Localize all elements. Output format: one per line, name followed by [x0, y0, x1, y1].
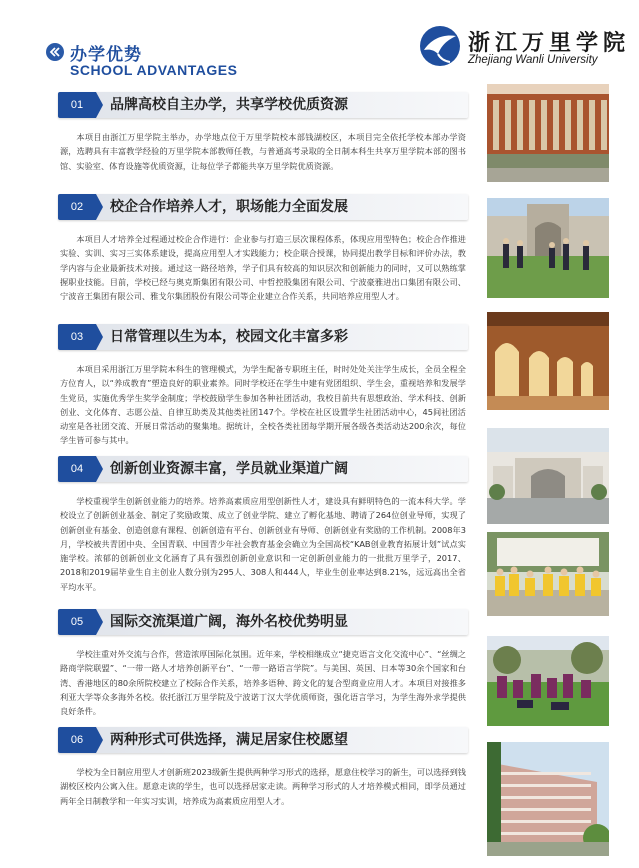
section-03	[58, 324, 468, 456]
arched-corridor-photo	[487, 312, 609, 410]
section-05	[58, 609, 468, 727]
crane-logo-icon	[418, 24, 462, 68]
dormitory-building-photo	[487, 742, 609, 856]
section-number: 06	[58, 727, 96, 753]
university-name-cn: 浙江万里学院	[468, 30, 631, 56]
graduates-on-lawn-photo	[487, 636, 609, 726]
section-body: 本项目由浙江万里学院主举办，办学地点位于万里学院校本部钱湖校区，本项目完全依托学校本部办学资源，选聘具有丰富教学经验的万里学院本部教师任教，与普通高考录取的全日制本科生共享万里学院本部的图书馆、实验室、体育设施等优质资源，让每位学子都能共享万里学院优质资源。	[60, 132, 466, 171]
section-title: 国际交流渠道广阔，海外名校优势明显	[110, 614, 348, 630]
section-title: 校企合作培养人才，职场能力全面发展	[110, 199, 348, 215]
section-title: 两种形式可供选择，满足居家住校愿望	[110, 732, 348, 748]
section-01	[58, 92, 468, 194]
section-number: 05	[58, 609, 96, 635]
section-06	[58, 727, 468, 817]
page-header	[0, 0, 639, 82]
section-header	[58, 194, 468, 222]
section-body: 学校为全日制应用型人才创新班2023级新生提供两种学习形式的选择，愿意住校学习的新生，可以选择到钱湖校区校内公寓入住。愿意走读的学生，也可以选择居家走读。两种学习形式的人才培养模式相同，即学员通过两年全日制教学和一年实习实训，培养成为高素质应用型人才。	[60, 767, 466, 806]
section-title: 创新创业资源丰富，学员就业渠道广阔	[110, 461, 348, 477]
section-number: 04	[58, 456, 96, 482]
advantages-list	[58, 92, 468, 817]
section-body: 学校注重对外交流与合作，营造浓厚国际化氛围。近年来，学校相继成立“捷克语言文化交流中心”、“丝绸之路商学院联盟”、“一带一路人才培养创新平台”、“一带一路语言学院”。与美国、英国、日本等30余个国家和台湾、香港地区的80余所院校建立了校际合作关系，培养多语种、跨文化的复合型商业应用人才。本项目对接推多利亚大学等众多海外名校。依托浙江万里学院及宁波诺丁汉大学优质师资，强化语言学习，为学生海外求学提供良好条件。	[60, 649, 466, 717]
section-body: 本项目采用浙江万里学院本科生的管理模式，为学生配备专职班主任，时时处处关注学生成长，全员全程全方位育人，以“养成教育”塑造良好的职业素养。同时学校还在学生中建有党团组织、学生会，重视培养和发展学生党员，实施优秀学生奖学金制度；学校鼓励学生参加各种社团活动，我校目前共有思想政治、学术科技、创新创业、文化体育、志愿公益、自律互助类及其他类社团147个。学校在社区设置学生社团活动中心，45间社团活动室是各社团交流、开展日常活动的聚集地。据统计，全校各类社团每学期开展各级各类活动达200余次，每位学生皆可参与其中。	[60, 364, 466, 446]
section-header	[58, 727, 468, 755]
section-body: 本项目人才培养全过程通过校企合作进行：企业参与打造三层次课程体系，体现应用型特色；校企合作推进实验、实训、实习三实体系建设，提高应用型人才实践能力；校企联合授课，协同提出教学目标和评价办法，教学内容与企业最新技术对接。通过这一路径培养，学子们具有较高的知识层次和创新能力的同时，又可以熟练掌握职业技能。目前，学校已经与奥克斯集团有限公司、中哲控股集团有限公司、宁波豪雅进出口集团有限公司、宁波音王集团有限公司、雅戈尔集团股份有限公司等企业建立合作关系，共同培养应用型人才。	[60, 234, 466, 302]
volunteer-group-photo	[487, 532, 609, 616]
page-subtitle: SCHOOL ADVANTAGES	[70, 62, 238, 78]
section-title: 品牌高校自主办学，共享学校优质资源	[110, 97, 348, 113]
section-number: 01	[58, 92, 96, 118]
section-02	[58, 194, 468, 324]
library-building-photo	[487, 84, 609, 182]
university-name-en: Zhejiang Wanli University	[468, 54, 598, 66]
section-number: 03	[58, 324, 96, 350]
section-header	[58, 324, 468, 352]
section-number: 02	[58, 194, 96, 220]
section-header	[58, 456, 468, 484]
students-on-lawn-photo	[487, 198, 609, 298]
section-title: 日常管理以生为本，校园文化丰富多彩	[110, 329, 348, 345]
page-title: 办学优势	[70, 45, 142, 65]
campus-gate-photo	[487, 428, 609, 524]
section-body: 学校重视学生创新创业能力的培养。培养高素质应用型创新性人才，建设具有鲜明特色的一流本科大学。学校设立了创新创业基金、制定了奖励政策、成立了创业学院、建立了孵化基地、聘请了264位创业导师，实现了创新创业有基金、创造创意有课程、创新创造有平台、创新创业有导师、创新创业有奖励的工作机制。2008年3月，学校被共青团中央、全国青联、中国青少年社会教育基金会确立为全国高校“KAB创业教育拓展计划”试点实施学校。浓郁的创新创业文化涵育了具有强烈创新创业意识和一定创新创业能力的一批批万里学子，2017、2018和2019届毕业生自主创业人数分别为295人、308人和444人，毕业生创业率达到8.21%，远远高出全省平均水平。	[60, 496, 466, 592]
section-header	[58, 92, 468, 120]
section-04	[58, 456, 468, 609]
section-header	[58, 609, 468, 637]
university-logo	[418, 24, 631, 70]
double-chevron-left-icon	[46, 43, 64, 61]
